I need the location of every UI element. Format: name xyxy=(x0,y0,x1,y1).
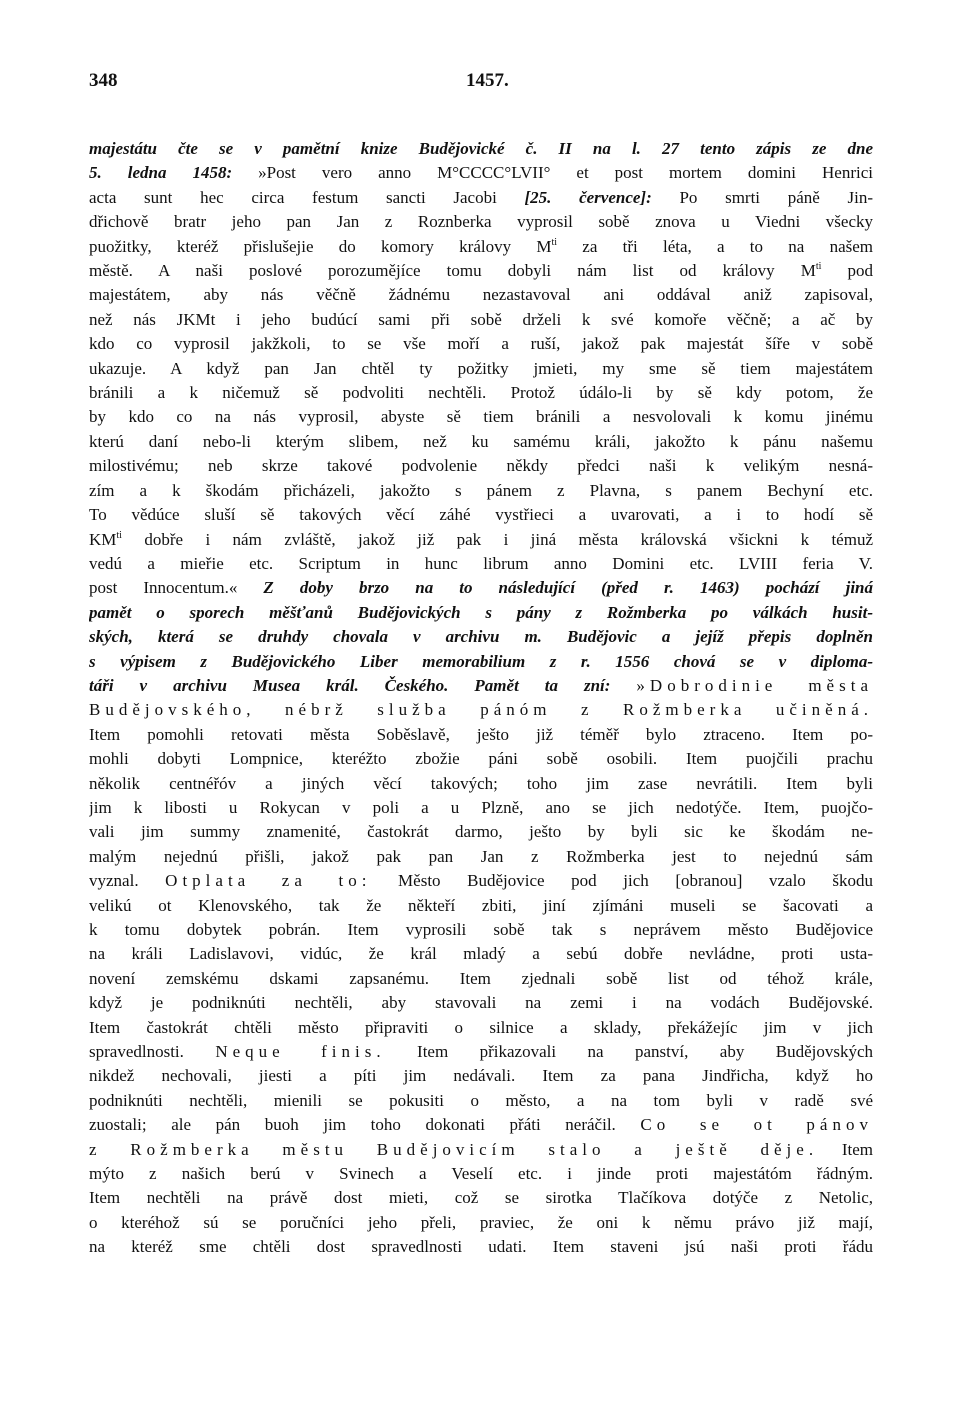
text-segment: acta sunt hec circa festum sancti Jacobi xyxy=(89,187,525,207)
text-segment: zím a k škodám přicházeli, jakožto s pánem z Plavna, s panem Bechyní etc. xyxy=(89,480,873,500)
text-segment: za tři léta, a to na našem xyxy=(557,236,873,256)
text-line xyxy=(89,1064,873,1088)
text-segment: puožitky, kteréž přislušejie do komory královy M xyxy=(89,236,552,256)
text-line xyxy=(89,1235,873,1259)
text-line xyxy=(89,576,873,600)
commentary-text: [25. července]: xyxy=(524,187,652,207)
text-segment: ukazuje. A když pan Jan chtěl ty požitky jmieti, my sme sě tiem majestátem xyxy=(89,358,873,378)
text-segment: spravedlnosti. xyxy=(89,1042,216,1062)
text-line xyxy=(89,1186,873,1210)
text-segment: »Post vero anno M°CCCC°LVII° et post mortem domini Henrici xyxy=(232,163,873,183)
commentary-text: táři v archivu Musea král. Českého. Pamět ta zní: xyxy=(89,675,637,695)
text-segment: než nás JKMt i jeho budúcí sami při sobě drželi k své komoře věčně; a ač by xyxy=(89,309,873,329)
text-line xyxy=(89,698,873,722)
commentary-text: s výpisem z Budějovického Liber memorabilium z r. 1556 chová se v diploma- xyxy=(89,651,873,671)
text-line xyxy=(89,1016,873,1040)
text-segment: bránili a k ničemuž sě podvoliti nechtěli. Protož údálo-li by sě kdy potom, že xyxy=(89,383,873,403)
text-segment: Město Budějovice pod jich [obranou] vzalo škodu xyxy=(371,871,873,891)
text-segment: majestátem, aby nás věčně žádnému nezastavoval ani oddával aniž zapisoval, xyxy=(89,285,873,305)
text-line xyxy=(89,772,873,796)
text-line xyxy=(89,747,873,771)
text-line xyxy=(89,381,873,405)
text-line xyxy=(89,845,873,869)
text-line xyxy=(89,1113,873,1137)
text-segment: by kdo co na nás vyprosil, abyste sě tiem bránili a nesvolovali k komu jinému xyxy=(89,407,873,427)
spaced-heading: »Dobrodinie města xyxy=(636,675,873,695)
text-segment: kterú daní nebo-li kterým slibem, než ku samému králi, jakožto k pánu našemu xyxy=(89,431,873,451)
text-segment: malým nejednú přišli, jakož pak pan Jan z Rožmberka jest to nejednú sám xyxy=(89,846,873,866)
text-line xyxy=(89,357,873,381)
running-header-year: 1457. xyxy=(466,70,509,91)
text-line xyxy=(89,942,873,966)
text-line xyxy=(89,503,873,527)
superscript: ti xyxy=(116,529,122,541)
text-line xyxy=(89,210,873,234)
text-segment: kdo co vyprosil jakžkoli, to se vše moří a ruší, jakož pak majestát šíře v sobě xyxy=(89,334,873,354)
text-line xyxy=(89,430,873,454)
text-line xyxy=(89,625,873,649)
text-segment: dřichově bratr jeho pan Jan z Roznberka vyprosil sobě znova u Viedni všecky xyxy=(89,212,873,232)
superscript: ti xyxy=(551,236,558,248)
text-segment: post Innocentum.« xyxy=(89,578,264,598)
text-line xyxy=(89,186,873,210)
text-segment: Item častokrát chtěli město připraviti o silnice a sklady, překážejíc jim v jich xyxy=(89,1017,873,1037)
text-segment: To vědúce sluší sě takových věcí záhé vystřieci a uvarovati, a i to hodí sě xyxy=(89,505,873,525)
spaced-heading: Co se ot pánov xyxy=(640,1115,873,1135)
text-segment: novení zemskému dskami zapsanému. Item zjednali sobě list od téhož krále, xyxy=(89,968,873,988)
text-segment: městě. A naši poslové porozumějíce tomu dobyli nám list od královy M xyxy=(89,261,816,281)
text-line xyxy=(89,161,873,185)
text-segment: velikú ot Klenovského, tak že někteří zbiti, jiní zjímáni museli se šacovati a xyxy=(89,895,873,915)
text-segment: vyznal. xyxy=(89,871,166,891)
text-segment: Item xyxy=(818,1139,873,1159)
text-segment: Po smrti páně Jin- xyxy=(651,187,873,207)
text-segment: na králi Ladislavovi, vidúc, že král mladý a sebú dobře nevládne, proti usta- xyxy=(89,944,873,964)
text-line xyxy=(89,674,873,698)
text-segment: vali jim summy znamenité, častokrát darmo, ješto by byli sic ke škodám ne- xyxy=(89,822,873,842)
text-segment: pod xyxy=(821,261,873,281)
text-line xyxy=(89,894,873,918)
text-line xyxy=(89,552,873,576)
text-line xyxy=(89,796,873,820)
text-body xyxy=(89,137,873,1260)
spaced-heading: Neque finis. xyxy=(215,1042,386,1062)
text-line xyxy=(89,991,873,1015)
text-segment: vedú a mieřie etc. Scriptum in hunc librum anno Domini etc. LVIII feria V. xyxy=(89,553,873,573)
commentary-text: majestátu čte se v pamětní knize Budějovické č. II na l. 27 tento zápis ze dne xyxy=(89,139,873,158)
commentary-text: ských, která se druhdy chovala v archivu m. Budějovic a jejíž přepis doplněn xyxy=(89,627,873,647)
text-segment: jim k libosti u Rokycan v poli a u Plzně, ano se jich nedotýče. Item, puojčo- xyxy=(89,797,873,817)
commentary-text: Z doby brzo na to následující (před r. 1463) pochází jiná xyxy=(263,578,873,598)
text-segment: k tomu dobytek pobrán. Item vyprosili sobě tak s neprávem město Budějovice xyxy=(89,920,873,939)
text-line xyxy=(89,601,873,625)
text-line xyxy=(89,1040,873,1064)
text-segment: zuostali; ale pán buoh jim toho dokonati přáti neráčil. xyxy=(89,1115,641,1135)
text-segment: několik centnéřóv a jiných věcí takových; toho jim zase nevrátili. Item byli xyxy=(89,773,873,793)
text-line xyxy=(89,235,873,259)
text-segment: když je podniknúti nechtěli, aby stavovali na zemi i na vodách Budějovské. xyxy=(89,993,873,1013)
text-line xyxy=(89,869,873,893)
text-line xyxy=(89,259,873,283)
superscript: ti xyxy=(815,261,822,273)
spaced-heading: Otplata za to: xyxy=(165,871,372,891)
text-segment: KM xyxy=(89,529,117,549)
spaced-heading: Budějovského, nébrž služba pánóm z Rožmberka učiněná. xyxy=(89,700,873,720)
text-segment: Item přikazovali na panství, aby Budějovských xyxy=(385,1042,873,1062)
text-segment: mohli dobyti Lompnice, kteréžto zbožie páni sobě osobili. Item puojčili prachu xyxy=(89,749,873,769)
text-line xyxy=(89,820,873,844)
commentary-text: 5. ledna 1458: xyxy=(89,163,233,183)
spaced-heading: z Rožmberka městu Budějovicím stalo a ještě děje. xyxy=(89,1139,819,1159)
text-segment: Item pomohli retovati města Soběslavě, ješto již téměř bylo ztraceno. Item po- xyxy=(89,724,873,744)
text-line xyxy=(89,1089,873,1113)
text-line xyxy=(89,137,873,161)
text-line xyxy=(89,723,873,747)
text-segment: Item nechtěli na právě dost mieti, což se sirotka Tlačíkova dotýče z Netolic, xyxy=(89,1188,873,1208)
text-line xyxy=(89,332,873,356)
text-line xyxy=(89,967,873,991)
text-segment: nikdež nechovali, jiesti a píti jim nedávali. Item za pana Jindřicha, když ho xyxy=(89,1066,873,1086)
text-line xyxy=(89,308,873,332)
text-line xyxy=(89,283,873,307)
text-line xyxy=(89,479,873,503)
text-line xyxy=(89,454,873,478)
text-segment: o kteréhož sú se poručníci jeho přeli, praviec, že oni k němu právo již mají, xyxy=(89,1212,873,1232)
text-segment: podniknúti nechtěli, mienili se pokusiti o město, a na tom byli v radě své xyxy=(89,1090,873,1110)
text-line xyxy=(89,650,873,674)
text-segment: dobře i nám zvláště, jakož již pak i jiná města královská všickni k témuž xyxy=(121,529,873,549)
text-line xyxy=(89,918,873,942)
text-segment: na kteréž sme chtěli dost spravedlnosti udati. Item staveni jsú naši proti řádu xyxy=(89,1237,873,1257)
text-segment: mýto z našich berú v Svinech a Veselí etc. i jinde proti majestátóm řádným. xyxy=(89,1164,873,1184)
text-line xyxy=(89,1138,873,1162)
text-line xyxy=(89,405,873,429)
text-line xyxy=(89,528,873,552)
page-number: 348 xyxy=(89,70,118,91)
text-segment: milostivému; neb skrze takové podvolenie někdy předci naši k velikým nesná- xyxy=(89,456,873,476)
commentary-text: pamět o sporech měšťanů Budějovických s pány z Rožmberka po válkách husit- xyxy=(89,602,873,622)
text-line xyxy=(89,1162,873,1186)
text-line xyxy=(89,1211,873,1235)
